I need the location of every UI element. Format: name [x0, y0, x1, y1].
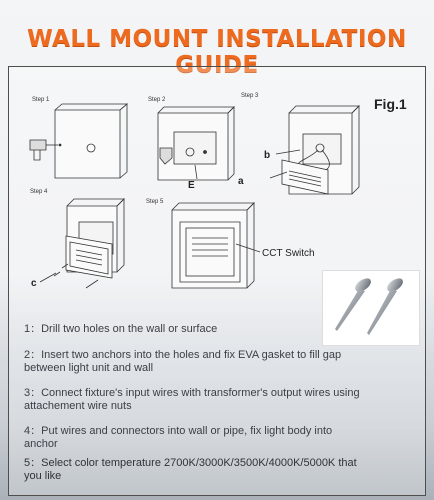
- instruction-1: 1：Drill two holes on the wall or surface: [24, 323, 218, 335]
- step-1-label: Step 1: [32, 97, 50, 103]
- instruction-5: 5：Select color temperature 2700K/3000K/3500K/4000K/5000K that you like: [24, 457, 357, 482]
- callout-b: b: [264, 150, 271, 161]
- callout-e: E: [188, 180, 195, 191]
- figure-label: Fig.1: [374, 96, 407, 112]
- page-title: WALL MOUNT INSTALLATION GUIDE: [27, 26, 407, 78]
- step-5-label: Step 5: [146, 199, 164, 205]
- step-5-drawing: [172, 203, 260, 288]
- step-3-label: Step 3: [241, 93, 259, 99]
- step-4-drawing: [40, 199, 124, 288]
- instruction-4: 4：Put wires and connectors into wall or pipe, fix light body into anchor: [24, 425, 333, 450]
- callout-c: c: [31, 278, 37, 289]
- step-4-label: Step 4: [30, 189, 48, 195]
- step-2-label: Step 2: [148, 97, 166, 103]
- step-3-drawing: [270, 106, 359, 194]
- instruction-3: 3：Connect fixture's input wires with transformer's output wires using attachement wire nuts: [24, 387, 360, 412]
- step-2-drawing: [158, 107, 234, 180]
- cct-switch-label: CCT Switch: [262, 248, 315, 259]
- instruction-2: 2：Insert two anchors into the holes and fix EVA gasket to fill gap between light unit and wall: [24, 349, 342, 374]
- callout-a: a: [238, 176, 244, 187]
- step-1-drawing: [30, 104, 127, 178]
